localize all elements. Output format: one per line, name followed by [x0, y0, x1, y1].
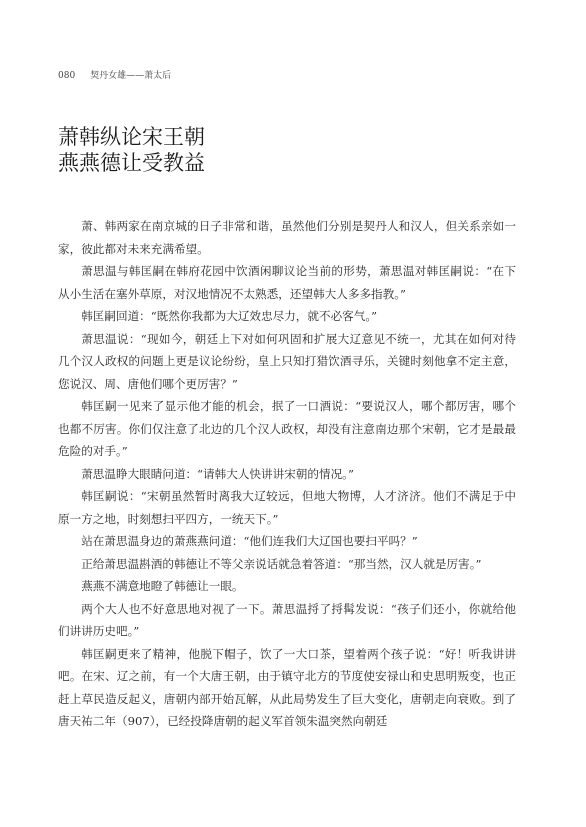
paragraph: 韩匡嗣更来了精神，他脱下帽子，饮了一大口茶，望着两个孩子说：“好！听我讲讲吧。在宋、辽之前，有一个大唐王朝，由于镇守北方的节度使安禄山和史思明叛变，也正赶上草民造反起义，唐朝内部开始瓦解，从此局势发生了巨大变化，唐朝走向衰败。到了唐天祐二年（907），已经投降唐朝的起义军首领朱温突然向朝廷: [58, 646, 516, 728]
chapter-title-line-1: 萧韩纵论宋王朝: [58, 125, 205, 149]
paragraph: 燕燕不满意地瞪了韩德让一眼。: [81, 579, 244, 593]
chapter-title-line-2: 燕燕德让受教益: [58, 151, 205, 175]
paragraph: 站在萧思温身边的萧燕燕问道：“他们连我们大辽国也要扫平吗？”: [81, 534, 418, 548]
paragraph: 正给萧思温斟酒的韩德让不等父亲说话就急着答道：“那当然，汉人就是厉害。”: [81, 556, 482, 571]
running-head: [58, 68, 171, 81]
paragraph: 萧思温睁大眼睛问道：“请韩大人快讲讲宋朝的情况。”: [81, 466, 354, 481]
paragraph: 韩匡嗣一见来了显示他才能的机会，抿了一口酒说：“要说汉人，哪个都厉害，哪个也都不厉害。你们仅注意了北边的几个汉人政权，却没有注意南边那个宋朝，它才是最最危险的对手。”: [58, 399, 516, 458]
paragraph: 萧思温与韩匡嗣在韩府花园中饮酒闲聊议论当前的形势，萧思温对韩匡嗣说：“在下从小生活在塞外草原，对汉地情况不太熟悉，还望韩大人多多指教。”: [58, 264, 516, 301]
page-number: 080: [58, 71, 76, 81]
paragraph: 韩匡嗣回道：“既然你我都为大辽效忠尽力，就不必客气。”: [81, 309, 378, 323]
book-title: 契丹女雄——萧太后: [90, 71, 172, 81]
chapter-title: [58, 124, 205, 176]
paragraph: 韩匡嗣说：“宋朝虽然暂时离我大辽较远，但地大物博，人才济济。他们不满足于中原一方之地，时刻想扫平四方，一统天下。”: [58, 489, 516, 526]
body-text: [58, 215, 516, 733]
paragraph: 萧、韩两家在南京城的日子非常和谐，虽然他们分别是契丹人和汉人，但关系亲如一家，彼此都对未来充满希望。: [58, 219, 516, 256]
paragraph: 萧思温说：“现如今，朝廷上下对如何巩固和扩展大辽意见不统一，尤其在如何对待几个汉人政权的问题上更是议论纷纷，皇上只知打猎饮酒寻乐，关键时刻他拿不定主意，您说汉、周、唐他们哪个更厉害？”: [58, 331, 516, 391]
paragraph: 两个大人也不好意思地对视了一下。萧思温捋了捋髯发说：“孩子们还小，你就给他们讲讲历史吧。”: [58, 601, 516, 638]
